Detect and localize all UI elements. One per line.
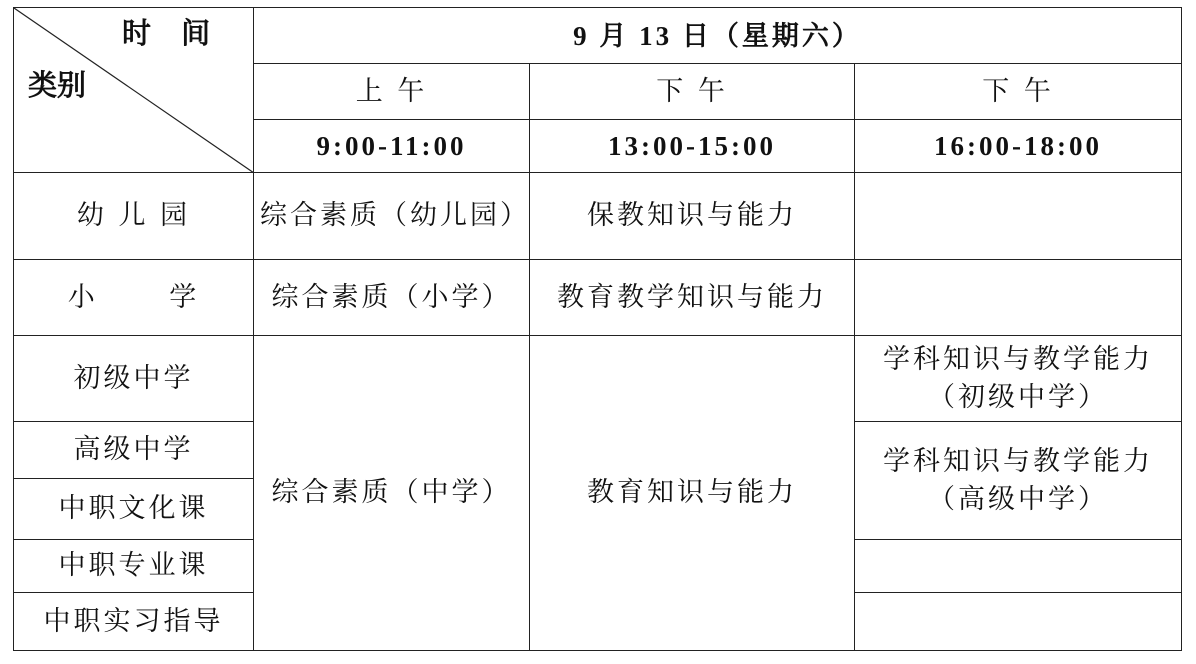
category-vocational-practice: 中职实习指导 <box>14 593 254 651</box>
subject-junior-high-discipline <box>855 336 1182 422</box>
period-morning: 上 午 <box>254 64 530 120</box>
subject-line: 学科知识与教学能力 <box>883 445 1153 477</box>
period-afternoon-2: 下 午 <box>855 64 1182 120</box>
subject-secondary-knowledge: 教育知识与能力 <box>530 336 855 651</box>
category-junior-high: 初级中学 <box>14 336 254 422</box>
subject-primary-comprehensive: 综合素质（小学） <box>254 260 530 336</box>
subject-secondary-comprehensive: 综合素质（中学） <box>254 336 530 651</box>
category-senior-high: 高级中学 <box>14 422 254 479</box>
empty-cell <box>855 260 1182 336</box>
category-vocational-specialty: 中职专业课 <box>14 540 254 593</box>
subject-kindergarten-comprehensive: 综合素质（幼儿园） <box>254 173 530 260</box>
subject-kindergarten-knowledge: 保教知识与能力 <box>530 173 855 260</box>
subject-line: （初级中学） <box>928 381 1108 413</box>
subject-primary-knowledge: 教育教学知识与能力 <box>530 260 855 336</box>
subject-senior-high-discipline <box>855 422 1182 540</box>
time-slot-2: 13:00-15:00 <box>530 120 855 173</box>
corner-time-label: 时 间 <box>122 16 221 50</box>
corner-category-label: 类别 <box>28 68 87 102</box>
empty-cell <box>855 540 1182 593</box>
empty-cell <box>855 173 1182 260</box>
category-kindergarten: 幼 儿 园 <box>14 173 254 260</box>
category-primary: 小 学 <box>14 260 254 336</box>
time-slot-1: 9:00-11:00 <box>254 120 530 173</box>
time-slot-3: 16:00-18:00 <box>855 120 1182 173</box>
exam-schedule-table <box>13 7 1182 651</box>
period-afternoon-1: 下 午 <box>530 64 855 120</box>
exam-date-header: 9 月 13 日（星期六） <box>254 8 1182 64</box>
subject-line: 学科知识与教学能力 <box>883 343 1153 375</box>
empty-cell <box>855 593 1182 651</box>
subject-line: （高级中学） <box>928 483 1108 515</box>
category-vocational-culture: 中职文化课 <box>14 479 254 540</box>
corner-header-cell <box>14 8 254 173</box>
